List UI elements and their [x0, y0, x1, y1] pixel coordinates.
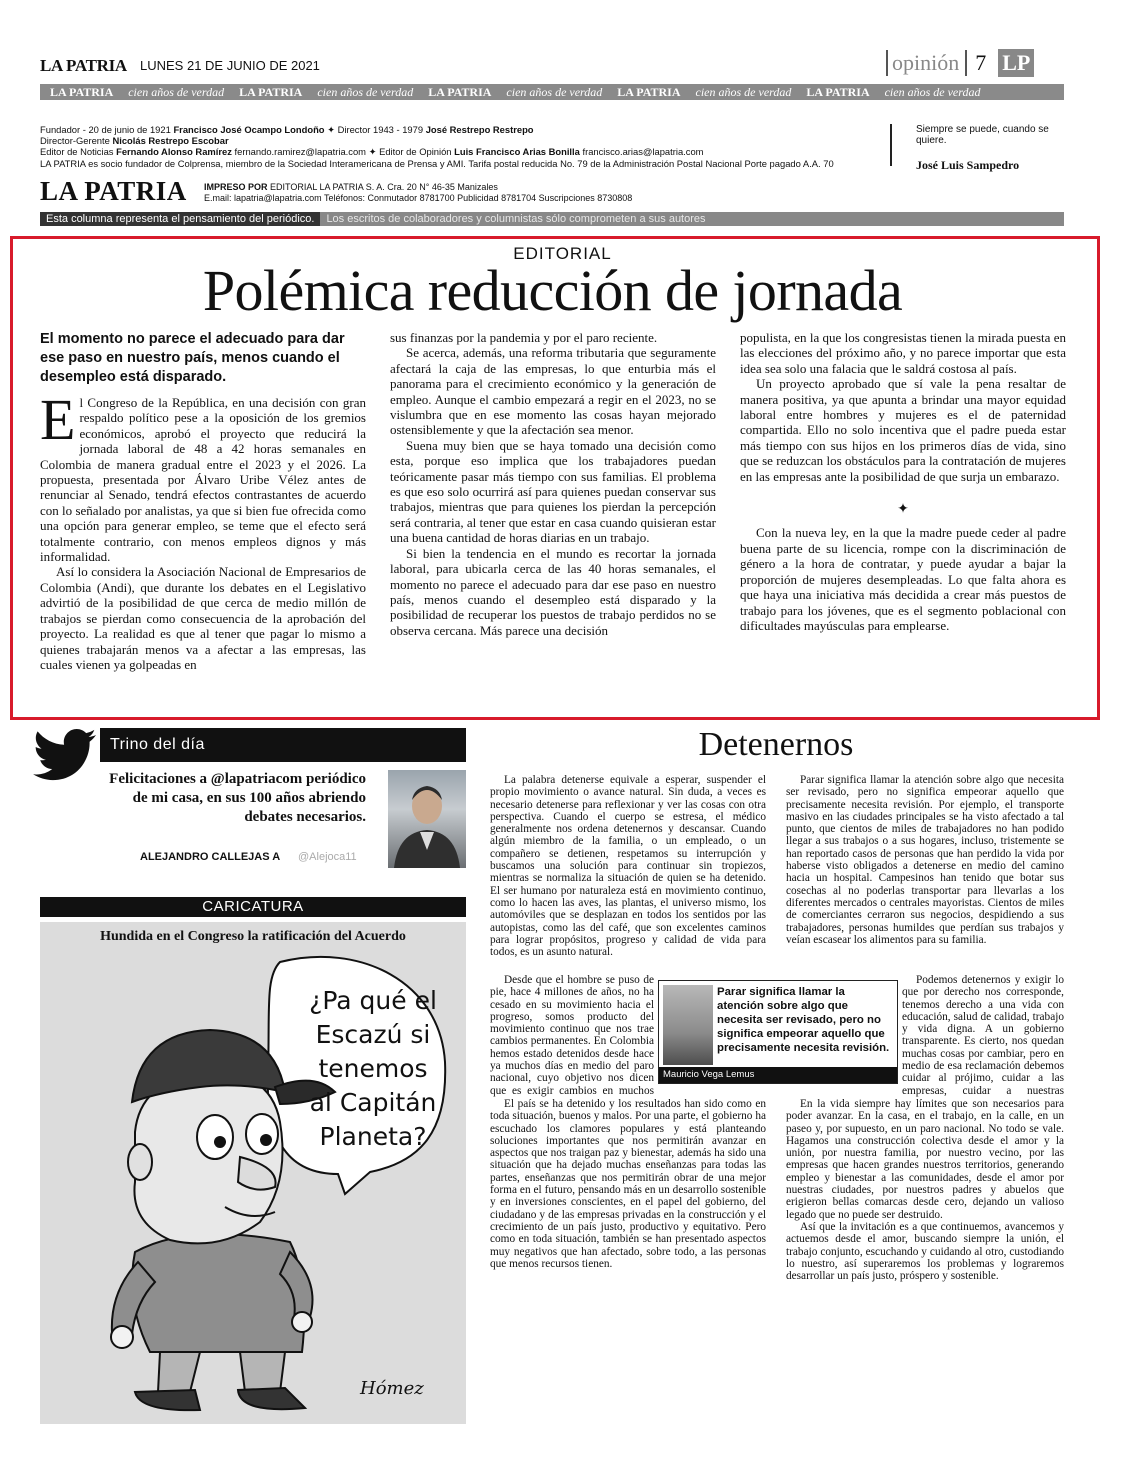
disclaimer-bar — [40, 212, 1064, 226]
banner-brand: LA PATRIA — [239, 85, 303, 99]
quote-author: José Luis Sampedro — [916, 158, 1020, 172]
publisher-logo: LA PATRIA — [40, 176, 187, 206]
banner-tagline: cien años de verdad — [695, 85, 792, 99]
news-editor-label: Editor de Noticias — [40, 146, 114, 158]
trino-author: ALEJANDRO CALLEJAS A — [140, 851, 281, 863]
opinion-editor-name: Luis Francisco Arias Bonilla — [454, 146, 580, 158]
column-text-2a — [786, 774, 1064, 974]
trino-author-photo — [388, 770, 466, 868]
page-number: 7 — [965, 50, 992, 76]
editorial-text: l Congreso de la República, en una decisión con gran respaldo político pese a la oposición de los gremios económicos, aprobó el proyecto que reducirá la jornada laboral de 48 a 42 horas semanales en Colombia de manera gradual entre el 2023 y el 2026. La propuesta, presentada por Álvaro Uribe Vélez antes de renunciar al Senado, tendrá efectos contrastantes de acuerdo con lo señalado por analistas, ya que si bien fue ofrecida como una opción para generar empleo, se teme que el efecto será totalmente contrario, con menos empleos dignos y más informalidad. — [40, 395, 366, 565]
bubble-line: Escazú si — [315, 1020, 431, 1049]
bubble-line: ¿Pa qué el — [309, 986, 437, 1015]
cartoon-caption: Hundida en el Congreso la ratificación del Acuerdo — [100, 929, 406, 944]
staff-credits: Fundador - 20 de junio de 1921 Francisco José Ocampo Londoño ✦ Director 1943 - 1979 José Restrepo Restrepo Director-Gerente Nicolás Restrepo Escobar Editor de Noticias Fernando Alonso Ramírez fernando.ramirez@lapatria.com ✦ Editor de Opinión Luis Francisco Arias Bonilla francisco.arias@lapatria.com LA PATRIA es socio fundador de Colprensa, miembro de la Sociedad Interamericana de Prensa y AMI. Tarifa postal reducida No. 79 de la Administración Postal Nacional Porte pagado A.A. 70 — [40, 124, 880, 169]
daily-quote — [890, 124, 1065, 172]
bubble-line: al Capitán — [309, 1088, 437, 1117]
opinion-editor-email[interactable]: francisco.arias@lapatria.com — [582, 146, 704, 158]
founder-label: Fundador - 20 de junio de 1921 — [40, 124, 171, 135]
banner-brand: LA PATRIA — [617, 85, 681, 99]
cartoonist-signature: Hómez — [360, 1378, 424, 1399]
printer-address: EDITORIAL LA PATRIA S. A. Cra. 20 N° 46-35 Manizales — [270, 182, 498, 192]
trino-text: Felicitaciones a @lapatriacom periódico de mi casa, en sus 100 años abriendo debates necesarios. — [109, 771, 366, 825]
column-text-1a — [490, 774, 766, 974]
editorial-title: Polémica reducción de jornada — [202, 258, 903, 323]
editorial-paragraph: sus finanzas por la pandemia y por el paro reciente. — [390, 330, 658, 345]
editorial-paragraph: Con la nueva ley, en la que la madre puede ceder al padre buena parte de su licencia, rompe con la discriminación de género a la hora de contratar, y puede ayudar a bajar la proporción de mujeres desempleadas. Lo que falta ahora es que haya una iniciativa más decidida a crear más puestos de trabajo para los jóvenes, que es el segmento poblacional con dificultades mayúsculas para emplearse. — [740, 525, 1066, 633]
banner-brand: LA PATRIA — [428, 85, 492, 99]
editorial-paragraph: Suena muy bien que se haya tomado una decisión como esta, porque eso implica que los trabajadores puedan teóricamente pasar más tiempo con sus familias. El problema es que eso solo ocurrirá así para quienes puedan conservar sus trabajos, mientras que para quienes los pierdan la percepción será contraria, al tener que estar en casa cuando quisieran estar una buena cantidad de horas diarias en un trabajo. — [390, 437, 716, 546]
lp-logo: LP — [998, 49, 1034, 77]
trino-handle[interactable]: @Alejoca11 — [298, 851, 357, 863]
column-paragraph: Podemos detenernos y exigir lo que por derecho nos corresponde, tenemos derecho a una vida con educación, salud de calidad, trabajo y vida digna. A un gobierno transparente. Es cierto, nos quedan muchas cosas por cambiar, pero en medio de esa reclamación debemos cuidar al prójimo, cuidar a las empresas, cuidar a nuestras — [902, 974, 1064, 1097]
editorial-column-1 — [40, 330, 366, 706]
speech-bubble-text — [288, 984, 458, 1154]
column-paragraph: Así que la invitación es a que continuemos, avancemos y actuemos desde el amor, buscando siempre la unión, el trabajo conjunto, escuchando y cuidando al otro, custodiando lo nuestro, así superaremos los problemas y lograremos desarrollar un país justo, próspero y sostenible. — [786, 1220, 1064, 1283]
banner-brand: LA PATRIA — [50, 85, 114, 99]
column-text-1c — [490, 1098, 766, 1428]
columnist-photo — [663, 985, 713, 1065]
editorial-kicker: EDITORIAL — [513, 244, 612, 263]
banner-brand: LA PATRIA — [806, 85, 870, 99]
trino-header: Trino del día — [100, 728, 466, 762]
banner-tagline: cien años de verdad — [317, 85, 414, 99]
disclaimer-editorial: Esta columna representa el pensamiento del periódico. — [40, 212, 320, 226]
editorial-paragraph: populista, en la que los congresistas tienen la mirada puesta en las elecciones del próximo año, y no parece importar que esta idea sea solo una falacia que le saldrá costosa al país. — [740, 330, 1066, 376]
caricatura-header: CARICATURA — [40, 897, 466, 917]
column-title: Detenernos — [698, 726, 854, 763]
news-editor-name: Fernando Alonso Ramírez — [116, 146, 232, 158]
column-paragraph: El país se ha detenido y los resultados han sido como en toda situación, buenos y malos. Por una parte, el gobierno ha escuchado los clamores populares y está planteando soluciones importantes que nos permitirán avanzar en aspectos que nos traigan paz y bienestar, además ha sido una situación que ha dejado muchas enseñanzas para todas las partes, enseñanzas que nos permitirán obrar de una mejor forma en el futuro, pensando más en un desarrollo sostenible y en inversiones conscientes, en el papel del gobierno, del ciudadano y de las empresas privadas en la construcción y el crecimiento de un país justo, productivo y equitativo. Pero como en toda situación, también se han presentado aspectos muy negativos que han afectado, sobre todo, a las personas que menos recursos tienen. — [490, 1098, 766, 1270]
founder-name: Francisco José Ocampo Londoño — [173, 124, 325, 135]
column-paragraph: Desde que el hombre se puso de pie, hace 4 millones de años, no ha cesado en su movimiento hacia el progreso, somos producto del movimiento continuo que nos trae cambios permanentes. En Colombia hemos estado detenidos desde hace ya muchos días en medio del paro nacional, cuyo objetivo nos dicen que es exigir cambios en muchos — [490, 974, 654, 1097]
director-name: José Restrepo Restrepo — [425, 124, 534, 135]
printed-label: IMPRESO POR — [204, 182, 268, 192]
banner-tagline: cien años de verdad — [128, 85, 225, 99]
pull-quote — [658, 980, 898, 1084]
editorial-paragraph: Si bien la tendencia en el mundo es recortar la jornada laboral, para ubicarla cerca de las 40 horas semanales, el momento no parece el adecuado para dar ese paso en nuestro país, menos cuando el desempleo está disparado y la posibilidad de recuperar los puestos de trabajo perdidos no se observa cercana. Más parece una decisión — [390, 545, 716, 638]
printer-contact: E.mail: lapatria@lapatria.com Teléfonos: Conmutador 8781700 Publicidad 8781704 Suscripciones 8730808 — [204, 193, 633, 203]
masthead-brand: LA PATRIA — [40, 56, 127, 75]
diamond-separator-icon: ✦ — [897, 502, 909, 518]
column-paragraph: En la vida siempre hay límites que son necesarios para poder avanzar. En la casa, en el trabajo, en la calle, en un paseo y, por supuesto, en un paro nacional. No todo se vale. Hagamos una construcción colectiva desde el amor y la unión, por nuestra familia, por nuestro vecino, por las empresas que hacen grandes nuestros territorios, generando empleo y bienestar a las comunidades, desde el amor por nuestras ciudades, por nuestros padres y abuelos que erigieron bellas comarcas desde cero, dejando un valioso legado que no puede ser destruido. — [786, 1098, 1064, 1221]
masthead-date: LUNES 21 DE JUNIO DE 2021 — [140, 58, 320, 73]
columnist-name: Mauricio Vega Lemus — [659, 1067, 897, 1083]
manager-name: Nicolás Restrepo Escobar — [112, 135, 229, 147]
disclaimer-columnists: Los escritos de colaboradores y columnistas sólo comprometen a sus autores — [326, 213, 706, 225]
column-text-1b — [490, 974, 654, 1098]
bubble-line: Planeta? — [319, 1122, 427, 1151]
dropcap: E — [40, 387, 76, 452]
printer-info — [204, 182, 904, 204]
membership-note: LA PATRIA es socio fundador de Colprensa, miembro de la Sociedad Interamericana de Prensa y AMI. Tarifa postal reducida No. 79 de la Administración Postal Nacional Porte pagado A.A. 70 — [40, 157, 834, 169]
editorial-deck: El momento no parece el adecuado para dar ese paso en nuestro país, menos cuando el desempleo está disparado. — [40, 331, 345, 385]
pull-quote-text: Parar significa llamar la atención sobre algo que necesita ser revisado, pero no significa empeorar aquello que precisamente necesita revisión. — [717, 986, 890, 1054]
banner-tagline: cien años de verdad — [884, 85, 981, 99]
column-text-2b — [902, 974, 1064, 1098]
editorial-paragraph: Así lo considera la Asociación Nacional de Empresarios de Colombia (Andi), que durante los debates en el Legislativo advirtió de la posibilidad de que cerca de medio millón de trabajos se pierdan como consecuencia de la aprobación del proyecto. La realidad es que al tener que pagar lo mismo a quienes trabajarán menos va a afectar a las empresas, las cuales vienen ya golpeadas en — [40, 564, 366, 672]
column-paragraph: La palabra detenerse equivale a esperar, suspender el propio movimiento o avance natural. Sin duda, a veces es necesario detenerse para reflexionar y ver las cosas con otra perspectiva. Cuando el cuerpo se estresa, el médico generalmente nos ordena detenernos y descansar. Cuando algún miembro de la familia, o un empleado, o un compañero se detienen, respetamos su interrupción y buscamos una solución para continuar sin tropiezos, mientras se normaliza la situación de quien se ha detenido. El ser humano por naturaleza está en movimiento continuo, como lo hacen las aves, las plantas, el universo mismo, los automóviles que se desplazan en todos los sentidos por las autopistas, como las del café, que son excelentes caminos para lograr propósitos, progreso y calidad de vida para todos, es un asunto natural. — [490, 774, 766, 959]
manager-label: Director-Gerente — [40, 135, 110, 147]
opinion-editor-label: Editor de Opinión — [379, 146, 452, 158]
editorial-column-2 — [390, 330, 716, 706]
editorial-paragraph: Un proyecto aprobado que sí vale la pena resaltar de manera positiva, ya que apunta a brindar una mayor equidad laboral entre hombres y mujeres es el de paternidad compartida. Ello no solo incentiva que el padre pueda estar más tiempo con sus hijos en los primeros días de vida, sino que se reduzcan los obstáculos para la contratación de mujeres en las empresas ante la posibilidad de que surja un embarazo. — [740, 376, 1066, 484]
centenary-banner — [40, 84, 1064, 100]
banner-tagline: cien años de verdad — [506, 85, 603, 99]
editorial-column-3 — [740, 330, 1066, 706]
section-name: opinión — [886, 50, 959, 76]
editorial-paragraph: Se acerca, además, una reforma tributaria que seguramente afectará la caja de las empresas, lo que enturbia más el panorama para el crecimiento económico y la generación de empleo. Aunque el cambio empezará a regir en el 2023, no se vislumbra que en ese momento las cosas hayan mejorado ostensiblemente y que la afectación sea menor. — [390, 345, 716, 438]
section-header — [886, 48, 1034, 78]
news-editor-email[interactable]: fernando.ramirez@lapatria.com — [234, 146, 366, 158]
bubble-line: tenemos — [318, 1054, 428, 1083]
column-text-2c — [786, 1098, 1064, 1428]
quote-text: Siempre se puede, cuando se quiere. — [916, 124, 1049, 146]
column-paragraph: Parar significa llamar la atención sobre algo que necesita ser revisado, pero no significa empeorar aquello que precisamente necesita revisión. Por ejemplo, el transporte masivo en las ciudades principales se ha visto afectado a tal punto, que cientos de miles de trabajadores no han podido llegar a sus trabajos o a sus hogares, incluso, tristemente se han reportado casos de personas que han perdido la vida por haberse visto obligados a detenerse en medio del camino hacia un hospital. Campesinos han tenido que botar sus cosechas al no poderlas transportar para llevarlas a los diferentes mercados o centrales mayoristas. Cientos de miles de comerciantes cerraron sus negocios, despidiendo a sus trabajadores, personas humildes que perdían sus trabajos y veían escasear los alimentos para su familia. — [786, 774, 1064, 946]
director-label: Director 1943 - 1979 — [337, 124, 424, 135]
editorial-paragraph — [40, 387, 366, 565]
twitter-bird-icon — [32, 728, 98, 784]
